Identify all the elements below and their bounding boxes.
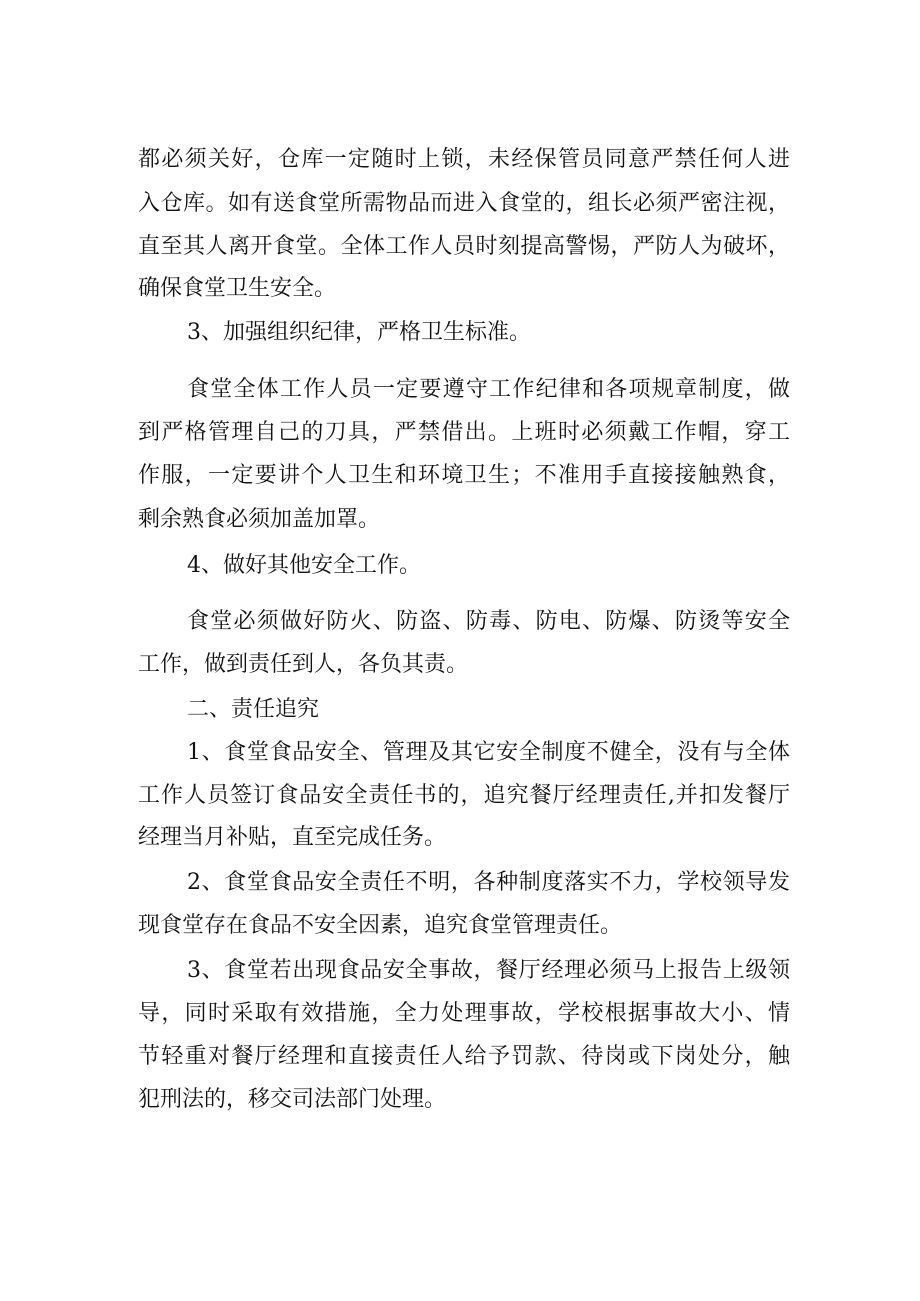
- text-line: 1、食堂食品安全、管理及其它安全制度不健全，没有与全体: [187, 740, 790, 765]
- text-line: 入仓库。如有送食堂所需物品而进入食堂的，组长必须严密注视，: [138, 191, 790, 216]
- text-line: 导，同时采取有效措施，全力处理事故，学校根据事故大小、情: [138, 1001, 790, 1026]
- section-heading: 3、加强组织纪律，严格卫生标准。: [187, 320, 531, 345]
- text-line: 食堂全体工作人员一定要遵守工作纪律和各项规章制度，做: [187, 377, 790, 402]
- text-line: 犯刑法的，移交司法部门处理。: [138, 1087, 447, 1112]
- text-line: 作服，一定要讲个人卫生和环境卫生；不准用手直接接触熟食，: [138, 463, 790, 488]
- text-line: 都必须关好，仓库一定随时上锁，未经保管员同意严禁任何人进: [138, 147, 790, 172]
- text-line: 食堂必须做好防火、防盗、防毒、防电、防爆、防烫等安全: [187, 609, 790, 634]
- text-line: 到严格管理自己的刀具，严禁借出。上班时必须戴工作帽，穿工: [138, 420, 790, 445]
- text-line: 现食堂存在食品不安全因素，追究食堂管理责任。: [138, 913, 623, 938]
- chapter-heading: 二、责任追究: [187, 697, 320, 722]
- text-line: 剩余熟食必须加盖加罩。: [138, 507, 381, 532]
- text-line: 确保食堂卫生安全。: [138, 276, 337, 301]
- text-line: 3、食堂若出现食品安全事故，餐厅经理必须马上报告上级领: [187, 958, 790, 983]
- text-line: 工作，做到责任到人，各负其责。: [138, 652, 469, 677]
- text-line: 经理当月补贴，直至完成任务。: [138, 825, 447, 850]
- text-line: 直至其人离开食堂。全体工作人员时刻提高警惕，严防人为破坏，: [138, 234, 790, 259]
- text-line: 2、食堂食品安全责任不明，各种制度落实不力，学校领导发: [187, 870, 790, 895]
- text-line: 工作人员签订食品安全责任书的，追究餐厅经理责任,并扣发餐厅: [138, 783, 790, 808]
- section-heading: 4、做好其他安全工作。: [187, 553, 421, 578]
- text-line: 节轻重对餐厅经理和直接责任人给予罚款、待岗或下岗处分，触: [138, 1044, 790, 1069]
